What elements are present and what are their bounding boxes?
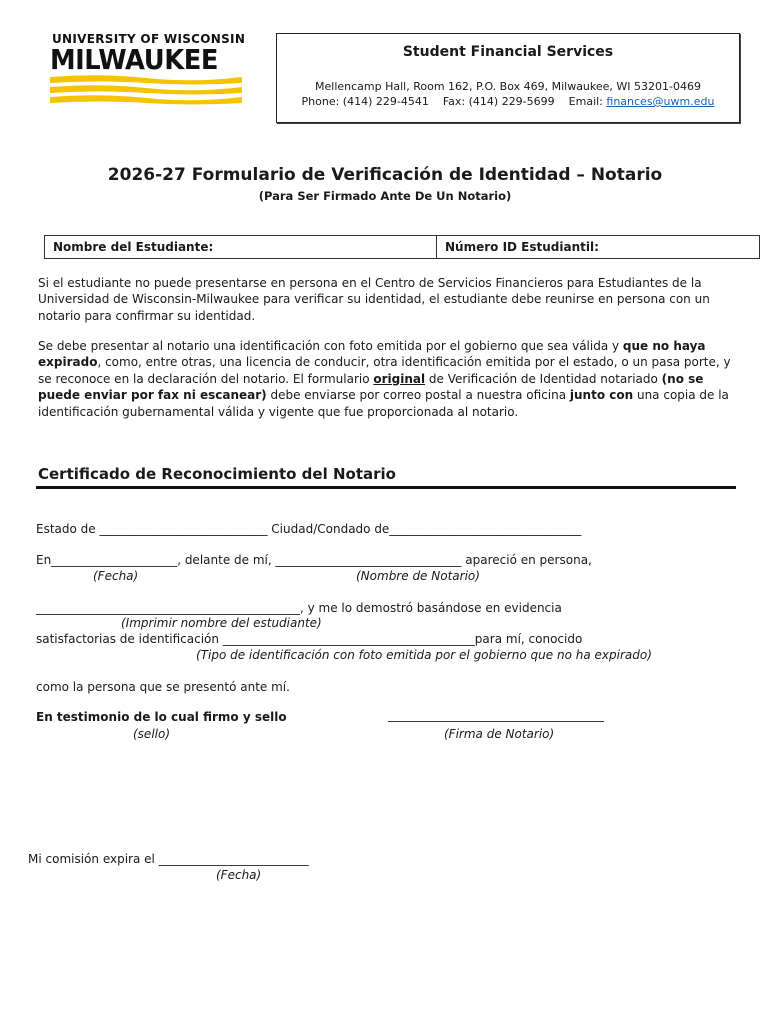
testimonio-text: En testimonio de lo cual firmo y sello [36, 710, 287, 724]
fecha-label: (Fecha) [93, 569, 139, 583]
office-name: Student Financial Services [402, 44, 614, 60]
req-text-g: debe enviarse por correo postal a nuestra oficina [266, 388, 570, 403]
logo-university-text: UNIVERSITY OF WISCONSIN [52, 32, 246, 46]
sello-label: (sello) [133, 727, 171, 741]
comision-line[interactable]: Mi comisión expira el _________________________ [28, 852, 309, 866]
req-text-f: (no se puede enviar por fax ni escanear) [38, 371, 704, 403]
como-line: como la persona que se presentó ante mí. [36, 680, 290, 694]
firma-notario-line[interactable]: ____________________________________ [388, 708, 604, 722]
office-address: Mellencamp Hall, Room 162, P.O. Box 469, Milwaukee, WI 53201-0469 [315, 80, 701, 93]
id-type-line[interactable]: satisfactorias de identificación __________________________________________para mí, conocido [36, 632, 583, 646]
req-text-h: junto con [569, 388, 634, 403]
email-link[interactable]: finances@uwm.edu [606, 95, 715, 108]
imprimir-label: (Imprimir nombre del estudiante) [121, 616, 322, 630]
office-fax: Fax: (414) 229-5699 [442, 95, 555, 108]
email-label: Email: [568, 95, 603, 108]
certificate-heading: Certificado de Reconocimiento del Notario [38, 465, 396, 483]
student-id-field[interactable]: Número ID Estudiantil: [445, 240, 599, 254]
req-text-c: , como, entre otras, una licencia de conducir, otra identificación emitida por el estado, o un pasa porte, y se reconoce en la declaración del notario. El formulario [38, 355, 731, 386]
req-text-i: una copia de la identificación gubernamental válida y vigente que fue proporcionada al notario. [38, 388, 729, 419]
office-phone: Phone: (414) 229-4541 [301, 95, 429, 108]
comision-fecha-label: (Fecha) [216, 868, 262, 882]
student-name-line[interactable]: ____________________________________________, y me lo demostró basándose en evidencia [36, 601, 562, 615]
req-text-b: que no haya expirado [38, 339, 706, 370]
req-text-a: Se debe presentar al notario una identificación con foto emitida por el gobierno que sea válida y [38, 339, 623, 353]
logo-stripes-icon [50, 75, 242, 107]
requirements-paragraph [38, 338, 738, 420]
office-info-box [276, 33, 740, 123]
form-title: 2026-27 Formulario de Verificación de Identidad – Notario [107, 165, 663, 185]
req-text-e: de Verificación de Identidad notariado [425, 371, 662, 386]
student-info-table [44, 235, 760, 259]
nombre-notario-label: (Nombre de Notario) [356, 569, 480, 583]
form-subtitle: (Para Ser Firmado Ante De Un Notario) [258, 189, 512, 203]
req-text-d: original [373, 371, 426, 386]
en-line[interactable]: En_____________________, delante de mí, _______________________________ apareció en persona, [36, 553, 592, 567]
logo-milwaukee-text: MILWAUKEE [50, 43, 218, 76]
office-contact-line [277, 95, 739, 108]
student-name-field[interactable]: Nombre del Estudiante: [45, 236, 437, 258]
tipo-identificacion-label: (Tipo de identificación con foto emitida por el gobierno que no ha expirado) [196, 648, 652, 662]
section-divider [36, 486, 736, 489]
estado-line[interactable]: Estado de ____________________________ Ciudad/Condado de________________________________ [36, 522, 582, 536]
intro-paragraph: Si el estudiante no puede presentarse en persona en el Centro de Servicios Financieros para Estudiantes de la Universidad de Wisconsin-Milwaukee para verificar su identidad, el estudiante debe reunirse en persona con un notario para confirmar su identidad. [38, 276, 710, 323]
firma-notario-label: (Firma de Notario) [444, 727, 555, 741]
